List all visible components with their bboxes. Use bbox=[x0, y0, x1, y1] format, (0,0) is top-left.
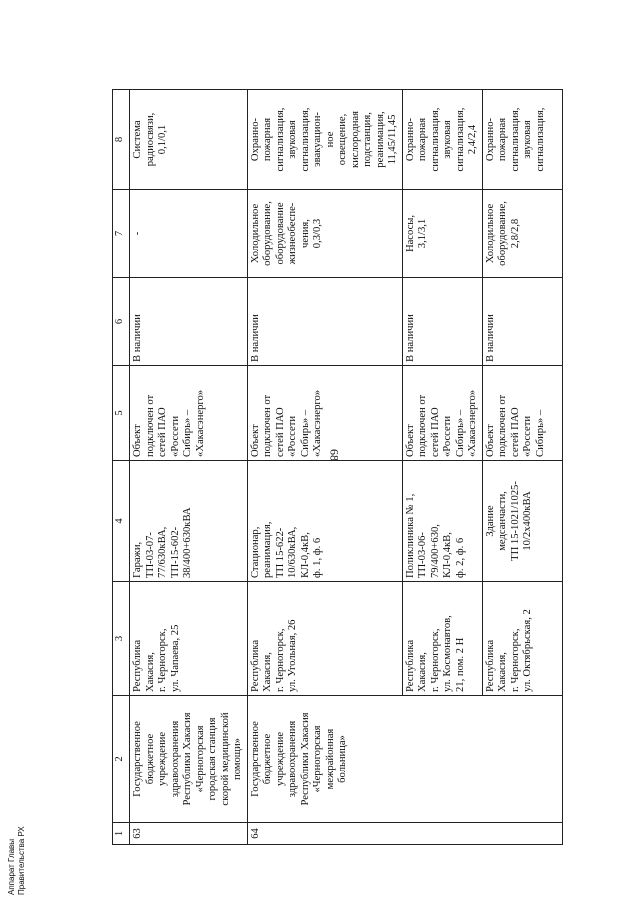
column-header: 5 bbox=[113, 366, 130, 461]
systems-cell: Охранно- пожарная сигнализация, звуковая сигнализация, 2,4/2,4 bbox=[402, 90, 482, 190]
row-number: 63 bbox=[130, 823, 248, 845]
footer-line: Аппарат Главы bbox=[7, 838, 16, 895]
systems-cell: Охранно- пожарная сигнализация, звуковая сигнализация, эвакуацион- ное освещение, кислородная подстанция, реанимация, 11,45/11,45 bbox=[247, 90, 402, 190]
equipment-cell: Холодильное оборудование, 2,8/2,8 bbox=[482, 190, 562, 278]
power-cell: Поликлиника № 1, ТП-03-06- 79/400+630, КЛ-0,4кВ, ф. 2, ф. 6 bbox=[402, 461, 482, 582]
systems-cell: Система радиосвязи, 0,1/0,1 bbox=[130, 90, 248, 190]
power-cell: Здание медсанчасти, ТП 15-1021/1025- 10/2х400кВА bbox=[482, 461, 562, 582]
equipment-cell: Холодильное оборудование, оборудование жизнеобеспе- чения, 0,3/0,3 bbox=[247, 190, 402, 278]
connection-cell: Объект подключен от сетей ПАО «Россети Сибирь» – bbox=[482, 366, 562, 461]
availability-cell: В наличии bbox=[247, 278, 402, 366]
availability-cell: В наличии bbox=[482, 278, 562, 366]
institution-cell: Государственное бюджетное учреждение здравоохранения Республики Хакасия «Черногорская городская станция скорой медицинской помощи» bbox=[130, 696, 248, 823]
data-table bbox=[112, 89, 563, 845]
header-row bbox=[113, 90, 130, 845]
table-row bbox=[130, 90, 248, 845]
connection-cell: Объект подключен от сетей ПАО «Россети Сибирь» – «Хакасэнерго» bbox=[130, 366, 248, 461]
power-cell: Гаражи, ТП-03-07- 77/630кВА, ТП-15-602- 38/400+630кВА bbox=[130, 461, 248, 582]
address-cell: Республика Хакасия, г. Черногорск, ул. Угольная, 26 bbox=[247, 582, 402, 696]
address-cell: Республика Хакасия, г. Черногорск, ул. Чапаева, 25 bbox=[130, 582, 248, 696]
address-cell: Республика Хакасия, г. Черногорск, ул. Октябрьская, 2 bbox=[482, 582, 562, 696]
footer-line: Правительства РХ bbox=[16, 826, 26, 895]
availability-cell: В наличии bbox=[402, 278, 482, 366]
column-header: 1 bbox=[113, 823, 130, 845]
connection-cell: Объект подключен от сетей ПАО «Россети Сибирь» – «Хакасэнерго» bbox=[247, 366, 402, 461]
table-row bbox=[247, 90, 402, 845]
address-cell: Республика Хакасия, г. Черногорск, ул. Космонавтов, 21, пом. 2 Н bbox=[402, 582, 482, 696]
institution-cell: Государственное бюджетное учреждение здравоохранения Республики Хакасия «Черногорская межрайонная больница» bbox=[247, 696, 562, 823]
footer-stamp bbox=[7, 826, 26, 895]
availability-cell: В наличии bbox=[130, 278, 248, 366]
equipment-cell: Насосы, 3,1/3,1 bbox=[402, 190, 482, 278]
power-cell: Стационар, реанимация, ТП 15-622- 10/630кВА, КЛ-0,4кВ, ф. 1, ф. 6 bbox=[247, 461, 402, 582]
column-header: 4 bbox=[113, 461, 130, 582]
connection-cell: Объект подключен от сетей ПАО «Россети Сибирь» – «Хакасэнерго» bbox=[402, 366, 482, 461]
row-number: 64 bbox=[247, 823, 562, 845]
column-header: 8 bbox=[113, 90, 130, 190]
column-header: 3 bbox=[113, 582, 130, 696]
systems-cell: Охранно- пожарная сигнализация, звуковая сигнализация, bbox=[482, 90, 562, 190]
column-header: 7 bbox=[113, 190, 130, 278]
rotated-table-container bbox=[112, 90, 565, 845]
column-header: 2 bbox=[113, 696, 130, 823]
equipment-cell: - bbox=[130, 190, 248, 278]
column-header: 6 bbox=[113, 278, 130, 366]
page-number: 68 bbox=[327, 449, 342, 461]
